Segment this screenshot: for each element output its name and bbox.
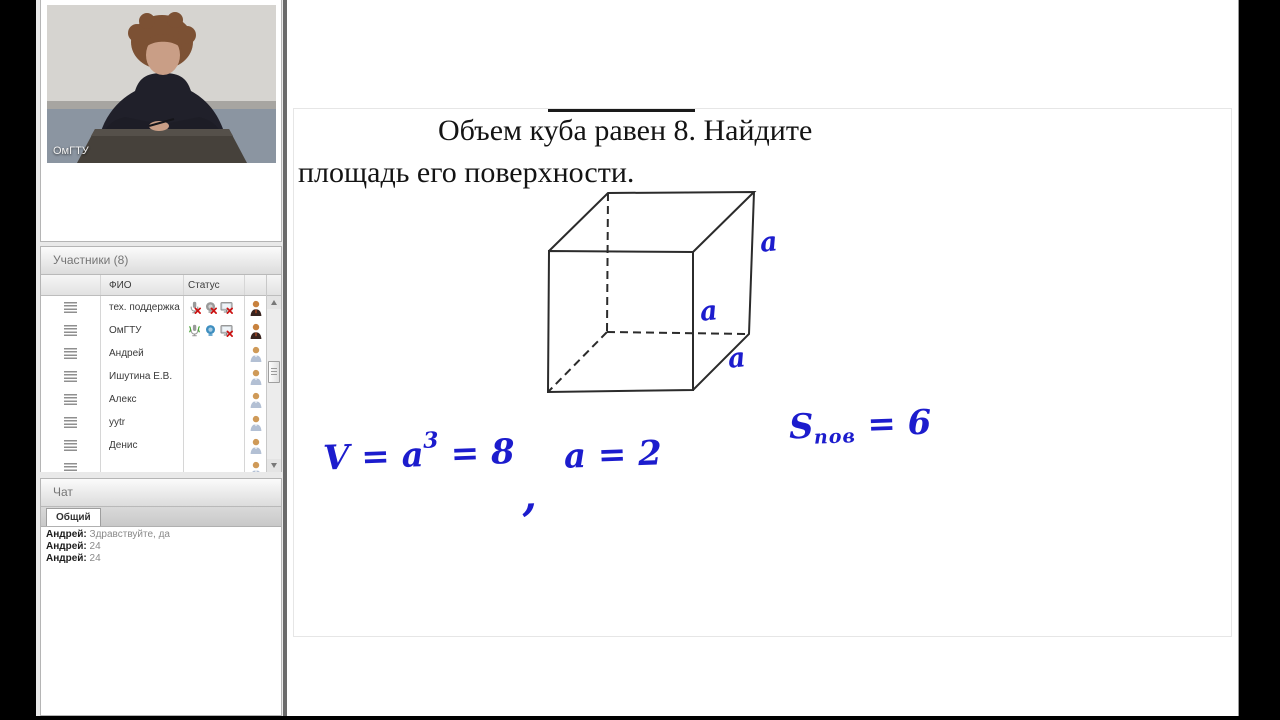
participant-name: тех. поддержка [101, 296, 184, 319]
chat-author: Андрей: [46, 529, 87, 540]
chat-message [46, 553, 281, 565]
chat-messages [41, 527, 281, 565]
drag-handle-icon[interactable] [64, 371, 77, 382]
participants-table [41, 275, 281, 472]
scroll-up-button[interactable] [267, 296, 281, 309]
participants-panel-header[interactable] [41, 247, 281, 275]
scroll-thumb[interactable] [268, 361, 280, 383]
participant-status [184, 342, 245, 365]
chat-message [46, 529, 281, 541]
arrow-down-icon [271, 463, 277, 468]
avatar-admin-icon [249, 300, 263, 316]
mic-muted-icon [188, 301, 201, 314]
drag-handle-icon[interactable] [64, 348, 77, 359]
handwritten-volume-formula [322, 427, 516, 479]
avatar-admin-icon [249, 323, 263, 339]
participant-status [184, 411, 245, 434]
video-panel [40, 0, 282, 242]
participant-name: Андрей [101, 342, 184, 365]
drag-handle-icon[interactable] [64, 325, 77, 336]
whiteboard-canvas[interactable] [293, 108, 1232, 637]
screen-muted-icon [220, 301, 233, 314]
chat-message [46, 541, 281, 553]
screen-muted-icon [220, 324, 233, 337]
main-area [287, 0, 1238, 720]
participants-title: Участники (8) [53, 253, 129, 267]
column-header-status[interactable]: Статус [184, 275, 245, 295]
letterbox-right [1238, 0, 1280, 720]
participant-row[interactable] [41, 342, 281, 365]
participant-name: Денис [101, 434, 184, 457]
video-caption: ОмГТУ [53, 145, 89, 157]
participant-status [184, 296, 245, 319]
webcam-video [47, 5, 276, 163]
chat-author: Андрей: [46, 553, 87, 564]
formula-result: = 8 [438, 431, 516, 475]
chat-author: Андрей: [46, 541, 87, 552]
participant-row[interactable] [41, 457, 281, 472]
chat-panel-header[interactable] [41, 479, 281, 507]
formula-subscript: пов [813, 425, 857, 449]
participant-row[interactable] [41, 296, 281, 319]
letterbox-left [0, 0, 36, 720]
chat-text: Здравствуйте, да [89, 529, 170, 540]
participant-status [184, 319, 245, 342]
handwritten-comma: , [521, 470, 538, 521]
participant-status [184, 434, 245, 457]
presenter-video-still [47, 5, 276, 163]
column-header-avatar [245, 275, 267, 295]
scrollbar-spacer [267, 275, 281, 296]
problem-text-line1: Объем куба равен 8. Найдите [438, 114, 813, 147]
avatar-user-icon [249, 461, 263, 473]
cube-edge-label: a [698, 295, 720, 328]
cube-edge-label: a [758, 226, 780, 259]
formula-exponent: 3 [422, 427, 439, 454]
chat-panel [40, 478, 282, 716]
participant-row[interactable] [41, 388, 281, 411]
formula-base: V = a [322, 435, 425, 479]
chat-title: Чат [53, 485, 73, 499]
participant-name: yytr [101, 411, 184, 434]
participant-status [184, 388, 245, 411]
problem-text-line2: площадь его поверхности. [298, 156, 635, 189]
column-header-handle [41, 275, 101, 295]
chat-tabs-bar [41, 507, 281, 527]
participant-name [101, 457, 184, 472]
letterbox-bottom [0, 716, 1280, 720]
handwritten-edge-value: a = 2 [563, 433, 663, 477]
participants-table-header [41, 275, 281, 296]
drag-handle-icon[interactable] [64, 417, 77, 428]
scroll-down-button[interactable] [267, 459, 281, 472]
avatar-user-icon [249, 415, 263, 431]
drag-handle-icon[interactable] [64, 440, 77, 451]
avatar-user-icon [249, 392, 263, 408]
formula-result: = 6 [854, 402, 932, 446]
drag-handle-icon[interactable] [64, 463, 77, 472]
chat-tab-general[interactable]: Общий [46, 508, 101, 526]
drag-handle-icon[interactable] [64, 394, 77, 405]
participant-status [184, 457, 245, 472]
chat-text: 24 [89, 553, 101, 564]
drag-handle-icon[interactable] [64, 302, 77, 313]
scroll-track[interactable] [267, 309, 281, 459]
participant-row[interactable] [41, 365, 281, 388]
webcam-muted-icon [204, 301, 217, 314]
handwritten-surface-formula [788, 403, 932, 450]
stroke-overline [548, 109, 695, 112]
participants-scrollbar[interactable] [266, 275, 281, 472]
avatar-user-icon [249, 346, 263, 362]
webcam-active-icon [204, 324, 217, 337]
participant-name: Алекс [101, 388, 184, 411]
participant-row[interactable] [41, 411, 281, 434]
avatar-user-icon [249, 369, 263, 385]
participant-name: Ишутина Е.В. [101, 365, 184, 388]
column-header-name[interactable]: ФИО [101, 275, 184, 295]
formula-base: S [788, 406, 815, 448]
participants-panel [40, 246, 282, 472]
participant-row[interactable] [41, 319, 281, 342]
cube-edge-label: a [726, 342, 748, 375]
sidebar [36, 0, 283, 720]
participant-row[interactable] [41, 434, 281, 457]
participant-status [184, 365, 245, 388]
participant-name: ОмГТУ [101, 319, 184, 342]
mic-active-icon [188, 324, 201, 337]
avatar-user-icon [249, 438, 263, 454]
chat-text: 24 [89, 541, 101, 552]
arrow-up-icon [271, 300, 277, 305]
